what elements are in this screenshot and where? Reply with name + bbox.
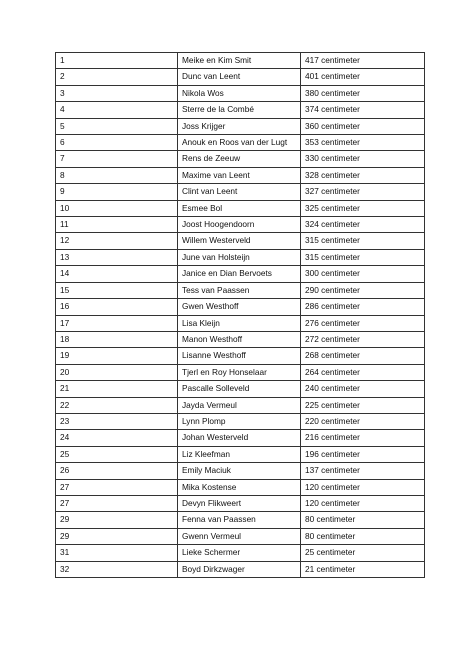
height-cell: 120 centimeter <box>301 495 425 511</box>
name-cell: Dunc van Leent <box>178 69 301 85</box>
table-row <box>56 135 425 151</box>
table-row <box>56 561 425 577</box>
rank-cell: 12 <box>56 233 178 249</box>
rank-cell: 10 <box>56 200 178 216</box>
height-cell: 300 centimeter <box>301 266 425 282</box>
rank-cell: 24 <box>56 430 178 446</box>
name-cell: Janice en Dian Bervoets <box>178 266 301 282</box>
name-cell: Emily Maciuk <box>178 463 301 479</box>
name-cell: Devyn Flikweert <box>178 495 301 511</box>
name-cell: Joss Krijger <box>178 118 301 134</box>
name-cell: Meike en Kim Smit <box>178 53 301 69</box>
ranking-table-body <box>56 53 425 578</box>
name-cell: Anouk en Roos van der Lugt <box>178 135 301 151</box>
table-row <box>56 348 425 364</box>
table-row <box>56 479 425 495</box>
height-cell: 315 centimeter <box>301 233 425 249</box>
table-row <box>56 167 425 183</box>
table-row <box>56 85 425 101</box>
name-cell: Manon Westhoff <box>178 331 301 347</box>
table-row <box>56 200 425 216</box>
rank-cell: 31 <box>56 545 178 561</box>
rank-cell: 29 <box>56 528 178 544</box>
rank-cell: 6 <box>56 135 178 151</box>
rank-cell: 2 <box>56 69 178 85</box>
table-row <box>56 299 425 315</box>
table-row <box>56 381 425 397</box>
table-row <box>56 266 425 282</box>
name-cell: Johan Westerveld <box>178 430 301 446</box>
table-row <box>56 217 425 233</box>
rank-cell: 22 <box>56 397 178 413</box>
rank-cell: 17 <box>56 315 178 331</box>
name-cell: June van Holsteijn <box>178 249 301 265</box>
height-cell: 264 centimeter <box>301 364 425 380</box>
height-cell: 325 centimeter <box>301 200 425 216</box>
rank-cell: 14 <box>56 266 178 282</box>
rank-cell: 13 <box>56 249 178 265</box>
table-row <box>56 545 425 561</box>
height-cell: 401 centimeter <box>301 69 425 85</box>
height-cell: 380 centimeter <box>301 85 425 101</box>
rank-cell: 29 <box>56 512 178 528</box>
rank-cell: 1 <box>56 53 178 69</box>
rank-cell: 8 <box>56 167 178 183</box>
height-cell: 196 centimeter <box>301 446 425 462</box>
rank-cell: 18 <box>56 331 178 347</box>
rank-cell: 20 <box>56 364 178 380</box>
height-cell: 290 centimeter <box>301 282 425 298</box>
table-row <box>56 53 425 69</box>
height-cell: 276 centimeter <box>301 315 425 331</box>
table-row <box>56 233 425 249</box>
table-row <box>56 331 425 347</box>
rank-cell: 16 <box>56 299 178 315</box>
rank-cell: 19 <box>56 348 178 364</box>
name-cell: Jayda Vermeul <box>178 397 301 413</box>
height-cell: 286 centimeter <box>301 299 425 315</box>
rank-cell: 27 <box>56 479 178 495</box>
rank-cell: 3 <box>56 85 178 101</box>
table-row <box>56 528 425 544</box>
height-cell: 272 centimeter <box>301 331 425 347</box>
rank-cell: 15 <box>56 282 178 298</box>
rank-cell: 7 <box>56 151 178 167</box>
height-cell: 360 centimeter <box>301 118 425 134</box>
table-row <box>56 397 425 413</box>
height-cell: 268 centimeter <box>301 348 425 364</box>
height-cell: 120 centimeter <box>301 479 425 495</box>
name-cell: Nikola Wos <box>178 85 301 101</box>
rank-cell: 9 <box>56 184 178 200</box>
name-cell: Pascalle Solleveld <box>178 381 301 397</box>
name-cell: Tess van Paassen <box>178 282 301 298</box>
rank-cell: 26 <box>56 463 178 479</box>
height-cell: 417 centimeter <box>301 53 425 69</box>
table-row <box>56 282 425 298</box>
height-cell: 225 centimeter <box>301 397 425 413</box>
table-row <box>56 69 425 85</box>
table-row <box>56 249 425 265</box>
rank-cell: 4 <box>56 102 178 118</box>
name-cell: Tjerl en Roy Honselaar <box>178 364 301 380</box>
table-row <box>56 364 425 380</box>
height-cell: 137 centimeter <box>301 463 425 479</box>
height-cell: 353 centimeter <box>301 135 425 151</box>
rank-cell: 32 <box>56 561 178 577</box>
name-cell: Boyd Dirkzwager <box>178 561 301 577</box>
table-row <box>56 184 425 200</box>
rank-cell: 21 <box>56 381 178 397</box>
height-cell: 80 centimeter <box>301 528 425 544</box>
height-cell: 327 centimeter <box>301 184 425 200</box>
table-row <box>56 118 425 134</box>
name-cell: Esmee Bol <box>178 200 301 216</box>
table-row <box>56 102 425 118</box>
name-cell: Liz Kleefman <box>178 446 301 462</box>
name-cell: Gwenn Vermeul <box>178 528 301 544</box>
rank-cell: 27 <box>56 495 178 511</box>
name-cell: Mika Kostense <box>178 479 301 495</box>
height-cell: 374 centimeter <box>301 102 425 118</box>
name-cell: Rens de Zeeuw <box>178 151 301 167</box>
table-row <box>56 463 425 479</box>
rank-cell: 5 <box>56 118 178 134</box>
height-cell: 324 centimeter <box>301 217 425 233</box>
name-cell: Maxime van Leent <box>178 167 301 183</box>
name-cell: Sterre de la Combé <box>178 102 301 118</box>
table-row <box>56 495 425 511</box>
rank-cell: 25 <box>56 446 178 462</box>
name-cell: Lisa Kleijn <box>178 315 301 331</box>
height-cell: 80 centimeter <box>301 512 425 528</box>
name-cell: Lynn Plomp <box>178 413 301 429</box>
name-cell: Lisanne Westhoff <box>178 348 301 364</box>
height-cell: 220 centimeter <box>301 413 425 429</box>
name-cell: Lieke Schermer <box>178 545 301 561</box>
height-cell: 25 centimeter <box>301 545 425 561</box>
table-row <box>56 315 425 331</box>
name-cell: Willem Westerveld <box>178 233 301 249</box>
height-cell: 315 centimeter <box>301 249 425 265</box>
ranking-table <box>55 52 425 578</box>
table-row <box>56 430 425 446</box>
table-row <box>56 446 425 462</box>
table-row <box>56 413 425 429</box>
name-cell: Joost Hoogendoorn <box>178 217 301 233</box>
height-cell: 216 centimeter <box>301 430 425 446</box>
height-cell: 21 centimeter <box>301 561 425 577</box>
name-cell: Clint van Leent <box>178 184 301 200</box>
table-row <box>56 512 425 528</box>
rank-cell: 11 <box>56 217 178 233</box>
table-row <box>56 151 425 167</box>
name-cell: Fenna van Paassen <box>178 512 301 528</box>
height-cell: 330 centimeter <box>301 151 425 167</box>
height-cell: 240 centimeter <box>301 381 425 397</box>
height-cell: 328 centimeter <box>301 167 425 183</box>
name-cell: Gwen Westhoff <box>178 299 301 315</box>
rank-cell: 23 <box>56 413 178 429</box>
